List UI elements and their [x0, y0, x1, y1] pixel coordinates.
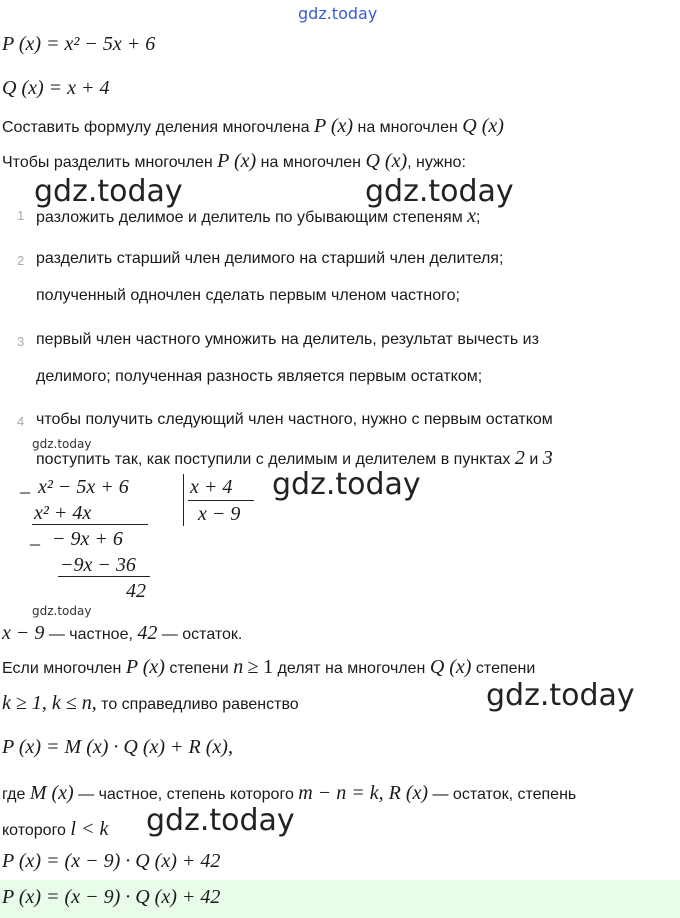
- step-1-line-1: разложить делимое и делитель по убывающим степеням x;: [36, 205, 481, 227]
- step-4-line-1: чтобы получить следующий член частного, нужно с первым остатком: [36, 411, 553, 428]
- intro-text2: на многочлен: [260, 154, 362, 171]
- minus-sign: _: [20, 474, 30, 496]
- step-3-line-1: первый член частного умножить на делитель, результат вычесть из: [36, 331, 539, 348]
- minus-sign: _: [30, 526, 40, 548]
- dividend: x² − 5x + 6: [38, 476, 129, 498]
- division-rule: [58, 576, 150, 577]
- watermark: gdz.today: [34, 174, 183, 209]
- intro-p: P (x): [217, 150, 257, 172]
- watermark-small: gdz.today: [32, 604, 92, 618]
- q-definition: Q (x) = x + 4: [2, 77, 110, 99]
- intro-text3: , нужно:: [407, 154, 466, 171]
- watermark: gdz.today: [272, 467, 421, 502]
- task-line: [2, 115, 504, 138]
- divisor-bracket: [183, 474, 184, 526]
- theorem-line-3: где M (x) — частное, степень которого m − n = k, R (x) — остаток, степень: [2, 782, 577, 804]
- step-2-line-2: полученный одночлен сделать первым членом частного;: [36, 287, 460, 304]
- intro-text1: Чтобы разделить многочлен: [2, 154, 213, 171]
- step-3-line-2: делимого; полученная разность является первым остатком;: [36, 368, 483, 385]
- watermark: gdz.today: [365, 174, 514, 209]
- watermark-small: gdz.today: [32, 437, 92, 451]
- divisor-rule: [188, 500, 254, 501]
- watermark: gdz.today: [486, 678, 635, 713]
- subtrahend-2: −9x − 36: [60, 554, 136, 576]
- step-number: 2: [17, 253, 25, 268]
- step-2-line-1: разделить старший член делимого на старший член делителя;: [36, 250, 504, 267]
- task-q: Q (x): [462, 115, 504, 137]
- result-remainder: 42: [137, 622, 158, 644]
- intro-q: Q (x): [365, 150, 408, 172]
- watermark-top: gdz.today: [298, 4, 378, 23]
- step-number: 4: [17, 414, 25, 429]
- remainder-1: − 9x + 6: [52, 528, 123, 550]
- step-number: 3: [17, 334, 25, 349]
- p-definition: P (x) = x² − 5x + 6: [2, 33, 156, 55]
- watermark: gdz.today: [146, 803, 295, 838]
- theorem-line-4: которого l < k: [2, 818, 109, 840]
- final-answer: P (x) = (x − 9) · Q (x) + 42: [2, 886, 221, 908]
- theorem-line-1: Если многочлен P (x) степени n ≥ 1 делят на многочлен Q (x) степени: [2, 656, 536, 678]
- step-4-line-2: поступить так, как поступили с делимым и делителем в пунктах 2 и 3: [36, 447, 553, 469]
- divisor: x + 4: [190, 476, 233, 498]
- intro-line: [2, 150, 466, 173]
- subtrahend-1: x² + 4x: [34, 502, 92, 524]
- task-p: P (x): [313, 115, 354, 137]
- theorem-formula: P (x) = M (x) · Q (x) + R (x),: [2, 736, 233, 758]
- division-rule: [32, 524, 148, 525]
- remainder-final: 42: [126, 580, 146, 602]
- answer-highlight: [0, 880, 680, 918]
- step-number: 1: [17, 208, 25, 223]
- theorem-line-2: k ≥ 1, k ≤ n, то справедливо равенство: [2, 692, 299, 714]
- result-quotient: x − 9: [2, 622, 45, 644]
- step-1-var: x: [467, 205, 477, 227]
- final-formula: P (x) = (x − 9) · Q (x) + 42: [2, 850, 221, 872]
- quotient: x − 9: [198, 503, 241, 525]
- task-text: Составить формулу деления многочлена: [2, 119, 310, 136]
- result-line: x − 9 — частное, 42 — остаток.: [2, 622, 243, 644]
- task-mid: на многочлен: [357, 119, 458, 136]
